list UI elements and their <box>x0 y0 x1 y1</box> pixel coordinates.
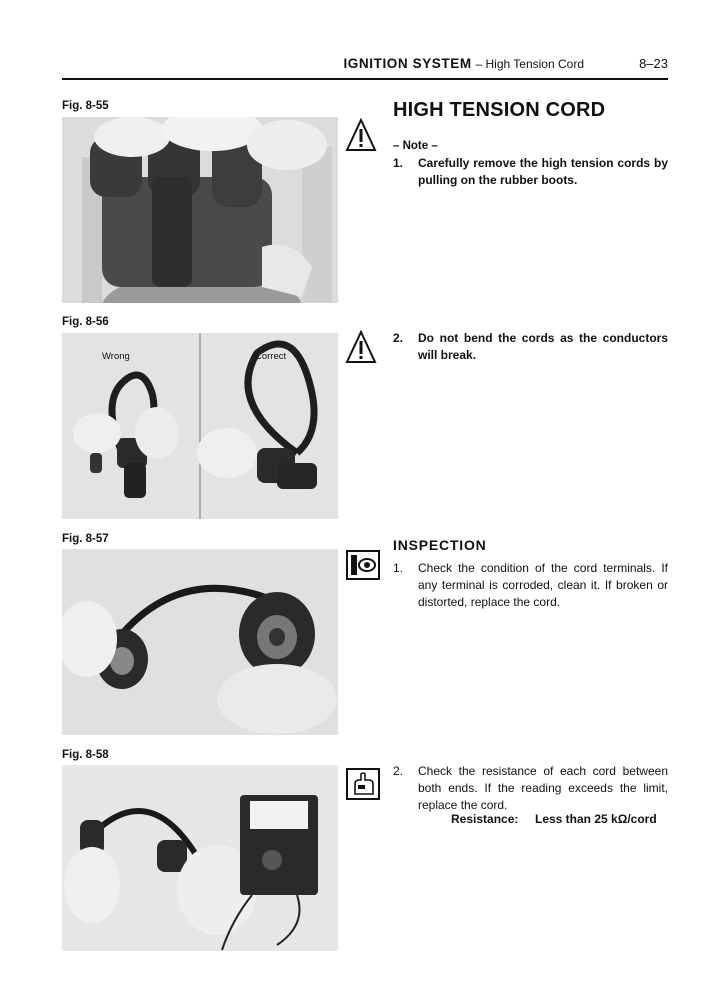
step-text: Do not bend the cords as the conductors will break. <box>418 331 668 362</box>
note-label: – Note – <box>393 140 438 152</box>
figure-photo-cord-terminals <box>62 549 338 735</box>
header-rule <box>62 78 668 80</box>
visual-inspection-icon <box>346 550 380 585</box>
figure-label: Fig. 8-57 <box>62 533 109 545</box>
figure-label: Fig. 8-56 <box>62 316 109 328</box>
section-subtitle: – High Tension Cord <box>475 57 584 71</box>
figure-label: Fig. 8-55 <box>62 100 109 112</box>
caution-triangle-icon <box>345 118 377 159</box>
step-number: 2. <box>393 764 404 778</box>
measuring-hand-icon <box>346 768 380 805</box>
running-title <box>343 56 584 71</box>
page-number: 8–23 <box>639 56 668 71</box>
step-number: 1. <box>393 561 404 575</box>
step-text: Check the condition of the cord terminals. If any terminal is corroded, clean it. If broken or distorted, replace the cord. <box>418 561 668 609</box>
step-item <box>393 330 673 364</box>
step-text: Check the resistance of each cord between both ends. If the reading exceeds the limit, replace the cord. <box>418 764 668 812</box>
step-number: 2. <box>393 331 404 345</box>
figure-photo-resistance-test <box>62 765 338 951</box>
step-text: Carefully remove the high tension cords by pulling on the rubber boots. <box>418 156 668 187</box>
step-item <box>393 763 673 815</box>
section-title: HIGH TENSION CORD <box>393 99 606 121</box>
spec-label: Resistance: <box>451 812 519 826</box>
step-item <box>393 155 673 189</box>
wrong-label: Wrong <box>102 351 130 362</box>
step-number: 1. <box>393 156 404 170</box>
chapter-title: IGNITION SYSTEM <box>343 56 472 71</box>
correct-label: Correct <box>255 351 287 362</box>
step-item <box>393 560 673 612</box>
figure-label: Fig. 8-58 <box>62 749 109 761</box>
page-header <box>62 54 668 80</box>
spec-value: Less than 25 kΩ/cord <box>535 812 657 826</box>
section-title: INSPECTION <box>393 537 487 553</box>
figure-photo-wrong-correct-bend <box>62 333 338 519</box>
caution-triangle-icon <box>345 330 377 371</box>
figure-photo-distributor-cap <box>62 117 338 303</box>
